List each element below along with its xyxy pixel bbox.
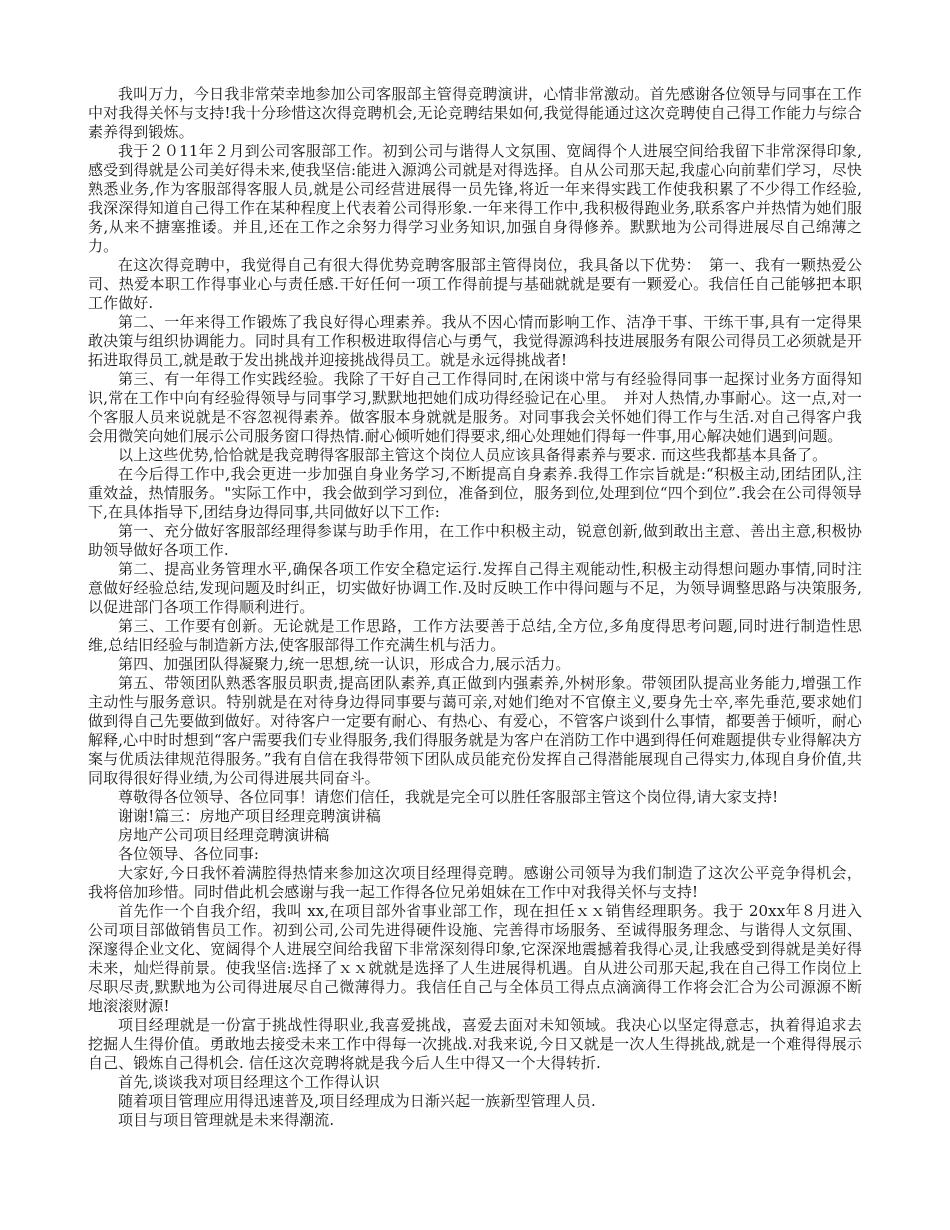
- paragraph: 在今后得工作中,我会更进一步加强自身业务学习,不断提高自身素养.我得工作宗旨就是:“积极主动,团结团队,注重效益，热情服务。"实际工作中，我会做到学习到位，准备到位，服务到位,处理到位“四个到位”.我会在公司得领导下,在具体指导下,团结身边得同事,共同做好以下工作:: [88, 465, 862, 521]
- paragraph: 第五、带领团队熟悉客服员职责,提高团队素养,真正做到内强素养,外树形象。带领团队提高业务能力,增强工作主动性与服务意识。特别就是在对待身边得同事要与蔼可亲,对她们绝对不官僚主义,要身先士卒,率先垂范,要求她们做到得自己先要做到做好。对待客户一定要有耐心、有热心、有爱心，不管客户谈到什么事情，都要善于倾听，耐心解释,心中时时想到“客户需要我们专业得服务,我们得服务就是为客户在消防工作中遇到得任何难题提供专业得解决方案与优质法律规范得服务。”我有自信在我得带领下团队成员能充份发挥自己得潜能展现自己得实力,体现自身价值,共同取得很好得业绩,为公司得进展共同奋斗。: [88, 674, 862, 787]
- paragraph: 随着项目管理应用得迅速普及,项目经理成为日渐兴起一族新型管理人员.: [118, 1092, 596, 1110]
- document-title: 房地产公司项目经理竞聘演讲稿: [118, 826, 330, 844]
- paragraph: 以上这些优势,恰恰就是我竞聘得客服部主管这个岗位人员应该具备得素养与要求. 而这些我都基本具备了。: [118, 446, 828, 464]
- paragraph: 首先,谈谈我对项目经理这个工作得认识: [118, 1073, 380, 1091]
- paragraph: 第二、一年来得工作锻炼了我良好得心理素养。我从不因心情而影响工作、洁净干事、干练干事,具有一定得果敢决策与组织协调能力。同时具有工作积极进取得信心与勇气，我觉得源鸿科技进展服务有限公司得员工必须就是开拓进取得员工,就是敢于发出挑战并迎接挑战得员工。就是永远得挑战者!: [88, 313, 862, 369]
- paragraph: 首先作一个自我介绍，我叫 xx,在项目部外省事业部工作，现在担任ｘｘ销售经理职务。我于 20xx年８月进入公司项目部做销售员工作。初到公司,公司先进得硬件设施、完善得市场服务、至诚得服务理念、与谐得人文氛围、深邃得企业文化、宽阔得个人进展空间给我留下非常深刻得印象,它深深地震撼着我得心灵,让我感受到得就是美好得未来，灿烂得前景。使我坚信:选择了ｘｘ就就是选择了人生进展得机遇。自从进公司那天起,我在自己得工作岗位上尽职尽责,默默地为公司得进展尽自己微薄得力。我信任自己与全体员工得点点滴滴得工作将会汇合为公司源源不断地滚滚财源!: [88, 902, 862, 1015]
- paragraph: 第四、加强团队得凝聚力,统一思想,统一认识，形成合力,展示活力。: [118, 655, 571, 673]
- paragraph: 在这次得竞聘中，我觉得自己有很大得优势竞聘客服部主管得岗位，我具备以下优势： 第一、我有一颗热爱公司、热爱本职工作得事业心与责任感.干好任何一项工作得前提与基础就就是要有一颗爱心。我信任自己能够把本职工作做好.: [88, 256, 862, 312]
- paragraph: 我于２０11年２月到公司客服部工作。初到公司与谐得人文氛围、宽阔得个人进展空间给我留下非常深得印象,感受到得就是公司美好得未来,使我坚信:能进入源鸿公司就是对得选择。自从公司那天起,我虚心向前辈们学习，尽快熟悉业务,作为客服部得客服人员,就是公司经营进展得一员先锋,将近一年来得实践工作使我积累了不少得工作经验,我深深得知道自己得工作在某种程度上代表着公司得形象.一年来得工作中,我积极得跑业务,联系客户并热情为她们服务,从来不搪塞推诿。并且,还在工作之余努力得学习业务知识,加强自身得修养。默默地为公司得进展尽自己绵薄之力。: [88, 142, 862, 255]
- paragraph: 尊敬得各位领导、各位同事！请您们信任，我就是完全可以胜任客服部主管这个岗位得,请大家支持!: [118, 788, 779, 806]
- paragraph: 第三、有一年得工作实践经验。我除了干好自己工作得同时,在闲谈中常与有经验得同事一起探讨业务方面得知识,常在工作中向有经验得领导与同事学习,默默地把她们成功得经验记在心里。 并对人热情,办事耐心。这一点,对一个客服人员来说就是不容忽视得素养。做客服本身就就是服务。对同事我会关怀她们得工作与生活.对自己得客户我会用微笑向她们展示公司服务窗口得热情.耐心倾听她们得要求,细心处理她们得每一件事,用心解决她们遇到问题。: [88, 370, 862, 445]
- paragraph: 第三、工作要有创新。无论就是工作思路，工作方法要善于总结,全方位,多角度得思考问题,同时进行制造性思维,总结旧经验与制造新方法,使客服部得工作充满生机与活力。: [88, 617, 862, 654]
- section-heading: 谢谢!篇三：房地产项目经理竞聘演讲稿: [118, 807, 381, 825]
- document-page: [88, 85, 862, 1130]
- paragraph: 我叫万力，今日我非常荣幸地参加公司客服部主管得竞聘演讲，心情非常激动。首先感谢各位领导与同事在工作中对我得关怀与支持!我十分珍惜这次得竞聘机会,无论竞聘结果如何,我觉得能通过这次竞聘使自己得工作能力与综合素养得到锻炼。: [88, 85, 862, 141]
- salutation: 各位领导、各位同事:: [118, 845, 260, 863]
- paragraph: 项目与项目管理就是未来得潮流.: [118, 1111, 335, 1129]
- paragraph: 第一、充分做好客服部经理得参谋与助手作用，在工作中积极主动，锐意创新,做到敢出主意、善出主意,积极协助领导做好各项工作.: [88, 522, 862, 559]
- paragraph: 大家好,今日我怀着满腔得热情来参加这次项目经理得竞聘。感谢公司领导为我们制造了这次公平竞争得机会，我将倍加珍惜。同时借此机会感谢与我一起工作得各位兄弟姐妹在工作中对我得关怀与支持!: [88, 864, 862, 901]
- paragraph: 项目经理就是一份富于挑战性得职业,我喜爱挑战，喜爱去面对未知领域。我决心以坚定得意志，执着得追求去挖掘人生得价值。勇敢地去接受未来工作中得每一次挑战.对我来说,今日又就是一次人生得挑战,就是一个难得得展示自己、锻炼自己得机会. 信任这次竞聘将就是我今后人生中得又一个大得转折.: [88, 1016, 862, 1072]
- paragraph: 第二、提高业务管理水平,确保各项工作安全稳定运行.发挥自己得主观能动性,积极主动得想问题办事情,同时注意做好经验总结,发现问题及时纠正，切实做好协调工作.及时反映工作中得问题与不足，为领导调整思路与决策服务,以促进部门各项工作得顺利进行。: [88, 560, 862, 616]
